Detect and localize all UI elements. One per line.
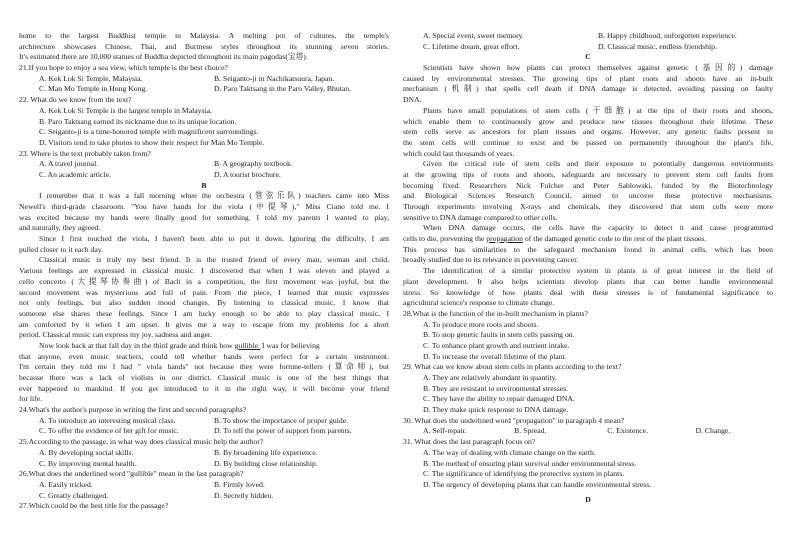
passage-c-line: Scientists have shown how plants can protect themselves against genetic (基因的) damage <box>423 63 773 73</box>
passage-c-line: becoming fixed. Researchers Nick Fulcher and Peter Sablowski, funded by the Biotechnology <box>403 180 773 190</box>
question-21-stem: 21.If you hope to enjoy a sea view, which temple is the best choice? <box>19 63 228 73</box>
question-26-stem: 26.What does the underlined word "gullible" mean in the last paragraph? <box>19 469 244 479</box>
passage-c-line: which enable them to continuously grow and produce new tissues throughout their lifetime. These <box>403 116 773 126</box>
question-31-option-b[interactable]: B. The method of ensuring plant survival under environmental stress. <box>423 458 637 468</box>
gullible-underlined-word: gullible. <box>234 340 260 350</box>
passage-b-gullible-line <box>19 341 389 352</box>
question-23-options-row <box>19 170 389 181</box>
question-26-options-row <box>19 491 389 502</box>
question-23-option-c[interactable]: C. An academic article. <box>39 169 111 179</box>
passage-c-line: When DNA damage occurs, the cells have the capacity to detect it and cause programmed <box>423 223 773 233</box>
passage-c-line: the stem cells will continue to exist and be passed on permanently throughout the plant's life, <box>403 137 773 147</box>
question-24-option-a[interactable]: A. To introduce an interesting musical class. <box>39 415 176 425</box>
question-26-option-d[interactable]: D. Secretly hidden. <box>214 490 274 500</box>
question-29-option-b[interactable]: B. They are resistant to environmental stresses. <box>423 383 569 393</box>
passage-b-line: Various feelings are expressed in classical music. I discovered that when I was eleven and played a <box>19 266 389 276</box>
passage-c-line: and Biological Sciences Research Council, aimed to uncover these protective mechanisms. <box>403 191 773 201</box>
passage-b-line: someone else shares these feelings. Since I am lucky enough to be able to play classical music, I <box>19 308 389 318</box>
question-30-option-d[interactable]: D. Change. <box>695 426 731 436</box>
question-27-option-a[interactable]: A. Special event, sweet memory. <box>423 31 524 40</box>
question-22-stem: 22. What do we know from the text? <box>19 95 132 105</box>
question-30-option-c[interactable]: C. Existence. <box>607 426 648 436</box>
question-23-options-row <box>19 159 389 170</box>
passage-c-line: Plants have small populations of stem cells (干细胞) at the tips of their roots and shoots, <box>423 105 773 115</box>
question-31-stem: 31. What does the last paragraph focus on? <box>403 437 536 447</box>
section-d-heading: D <box>585 494 591 504</box>
question-23-option-d[interactable]: D. A tourist brochure. <box>214 169 281 179</box>
question-27-option-b[interactable]: B. Happy childhood, unforgotten experience. <box>598 31 737 40</box>
passage-b-line: that anyone, even music teachers, could tell whether hands were perfect for a certain instrument. <box>19 351 389 361</box>
question-27-option-c[interactable]: C. Lifetime dream, great effort. <box>423 41 520 51</box>
intro-line: home to the largest Buddhist temple in Malaysia. A melting pot of cultures, the temple's <box>19 31 389 40</box>
passage-c-line: stress. So knowledge of how plants deal with these stresses is of fundamental significance to <box>403 287 773 297</box>
intro-line: It's estimated there are 10,000 statues of Buddha depicted throughout its main pagodas(宝塔). <box>19 52 308 62</box>
passage-b-line: for life. <box>19 394 43 404</box>
intro-line: architecture showcases Chinese, Thai, and Burmese styles throughout its stunning seven stories. <box>19 41 389 51</box>
question-28-stem: 28.What is the function of the in-built mechanism in plants? <box>403 308 588 318</box>
passage-c-line: plant development. It also helps scientists develop plants that can better handle environmental <box>403 276 773 286</box>
question-25-option-d[interactable]: D. By building close relationship. <box>214 458 318 468</box>
passage-b-line: because there was a lack of violists in our district. Classical music is one of the best things that <box>19 373 389 382</box>
question-29-stem: 29. What can we know about stem cells in plants according to the text? <box>403 362 622 372</box>
passage-c-line: stem cells serve as ancestors for plant tissues and organs. However, any genetic faults present in <box>403 127 773 137</box>
question-24-options-row <box>19 416 389 427</box>
question-24-option-d[interactable]: D. To tell the power of support from parents. <box>214 426 352 436</box>
passage-c-line: caused by environmental stresses. The growing tips of plant roots and shoots have an in-built <box>403 73 773 83</box>
passage-c-line: Through experiments involving X-rays and chemicals, they discovered that stem cells were more <box>403 202 773 211</box>
passage-b-line: and naturally, they agreed. <box>19 223 101 233</box>
question-26-option-a[interactable]: A. Easily tricked. <box>39 479 93 489</box>
question-27-options-row <box>403 31 773 42</box>
right-column <box>403 31 773 505</box>
passage-b-line: period. Classical music can express my joy, sadness and anger. <box>19 330 212 340</box>
passage-c-propagation-line <box>403 234 773 245</box>
question-29-option-c[interactable]: C. They have the ability to repair damaged DNA. <box>423 394 575 404</box>
passage-b-line: not only feelings, but also sudden mood changes. By listening to classical music, I know that <box>19 298 389 308</box>
passage-b-line: ever happened to mankind. If you get introduced to it in the right way, it will become your friend <box>19 383 389 393</box>
question-28-option-a[interactable]: A. To produce more roots and shoots. <box>423 319 539 329</box>
question-27-options-row <box>403 42 773 53</box>
passage-b-line: pulled closer to it each day. <box>19 244 104 254</box>
passage-b-line: cello concerto (大提琴协奏曲) of Bach in a competition, the first movement was joyful, but the <box>19 276 389 286</box>
question-31-option-c[interactable]: C. The significance of identifying the protective system in plants. <box>423 469 625 479</box>
gullible-line-pre: Now look back at that fall day in the third grade and think how <box>39 340 235 350</box>
section-b-heading: B <box>201 180 207 190</box>
question-29-option-a[interactable]: A. They are relatively abundant in quantity. <box>423 373 557 382</box>
passage-c-line: which could last thousands of years. <box>403 148 515 158</box>
passage-b-line: Since I first touched the viola, I haven't been able to put it down. Ignoring the difficulty, I am <box>39 234 389 244</box>
question-23-stem: 23. Where is the text probably taken from? <box>19 148 151 158</box>
question-24-options-row <box>19 426 389 437</box>
question-22-option-d[interactable]: D. Visitors tend to take photos to show their respect for Man Mo Temple. <box>39 137 265 147</box>
passage-b-line: was excited because my hands were finally good for something. I told my parents I wanted to play, <box>19 212 389 222</box>
passage-c-line: DNA. <box>403 95 422 105</box>
passage-c-line: mechanism (机制) that spells cell death if DNA damage is detected, avoiding passing on faulty <box>403 84 773 94</box>
passage-c-line: agricultural science's response to climate change. <box>403 298 555 308</box>
question-22-option-c[interactable]: C. Seiganto-ji is a time-honored temple with magnificent surroundings. <box>39 127 259 137</box>
question-25-option-c[interactable]: C. By improving mental health. <box>39 458 137 468</box>
question-23-option-a[interactable]: A. A travel journal. <box>39 159 99 169</box>
question-23-option-b[interactable]: B. A geography textbook. <box>214 159 293 169</box>
question-24-option-c[interactable]: C. To offer the evidence of her gift for music. <box>39 426 179 436</box>
question-25-option-a[interactable]: A. By developing social skills. <box>39 447 134 457</box>
question-21-options-row <box>19 74 389 85</box>
question-24-option-b[interactable]: B. To show the importance of proper guide. <box>214 415 349 425</box>
question-26-option-b[interactable]: B. Firmly loved. <box>214 479 265 489</box>
question-27-stem: 27.Which could be the best title for the passage? <box>19 501 169 511</box>
left-column <box>19 31 389 512</box>
passage-c-line: at the growing tips of roots and shoots, safeguards are necessary to prevent stem cell faults from <box>403 169 773 179</box>
question-28-option-d[interactable]: D. To increase the overall lifetime of the plant. <box>423 351 567 361</box>
question-30-option-b[interactable]: B. Spread. <box>514 426 547 436</box>
question-21-options-row <box>19 84 389 95</box>
propagation-line-post: of the damaged genetic code to the rest of the plant tissues. <box>522 234 707 244</box>
question-25-option-b[interactable]: B. By broadening life experience. <box>214 447 318 457</box>
passage-b-line: am comforted by it when I am upset. It gives me a way to escape from my problems for a short <box>19 319 389 329</box>
passage-c-line: broadly studied due to its relevance in preventing cancer. <box>403 255 579 265</box>
propagation-line-pre: cells to die, preventing the <box>403 234 487 244</box>
question-21-option-d[interactable]: D. Paro Taktsang in the Paro Valley, Bhutan. <box>214 84 352 94</box>
passage-c-line: sensitive to DNA damage compared to other cells. <box>403 212 558 222</box>
section-c-heading: C <box>585 52 591 62</box>
question-30-option-a[interactable]: A. Self-repair. <box>423 426 467 436</box>
passage-b-line: I'm certain they told me I had " viola hands" not because they were fortune-tellers (算命师), but <box>19 362 389 372</box>
passage-b-line: Classical music is truly my best friend. It is the trusted friend of every man, woman and child. <box>39 255 389 265</box>
question-25-options-row <box>19 459 389 470</box>
question-27-option-d[interactable]: D. Classical music, endless friendship. <box>598 41 717 51</box>
passage-b-line: I remember that it was a fall morning when the orchestra (管弦乐队) teachers came into Miss <box>39 191 389 201</box>
gullible-line-post: I was for believing <box>259 340 320 350</box>
question-31-option-d[interactable]: D. The urgency of developing plants that can handle environmental stress. <box>423 479 652 489</box>
question-21-option-a[interactable]: A. Kek Lok Si Temple, Malaysia. <box>39 73 143 83</box>
question-31-option-a[interactable]: A. The way of dealing with climate change on the earth. <box>423 447 596 457</box>
question-24-stem: 24.What's the author's purpose in writing the first and second paragraphs? <box>19 405 247 415</box>
question-26-options-row <box>19 480 389 491</box>
question-30-options-row <box>403 426 773 437</box>
question-29-option-d[interactable]: D. They make quick response to DNA damage. <box>423 405 569 415</box>
passage-c-line: The identification of a similar protective system in plants is of great interest in the field of <box>423 266 773 276</box>
question-21-option-c[interactable]: C. Man Mo Temple in Hong Kong. <box>39 84 148 94</box>
question-25-stem: 25.According to the passage, in what way does classical music help the author? <box>19 437 264 447</box>
passage-c-line: Given the critical role of stem cells and their exposure to potentially dangerous environments <box>423 159 773 169</box>
question-28-option-c[interactable]: C. To enhance plant growth and nutrient intake. <box>423 340 570 350</box>
passage-c-line: This process has similarities to the safeguard mechanism found in animal cells, which has been <box>403 244 773 254</box>
question-28-option-b[interactable]: B. To stop genetic faults in stem cells passing on. <box>423 330 575 340</box>
question-22-option-a[interactable]: A. Kek Lok Si Temple is the largest temple in Malaysia. <box>39 105 212 115</box>
question-21-option-b[interactable]: B. Seiganto-ji in Nachikatsuura, Japan. <box>214 73 335 83</box>
question-30-stem: 30. What does the underlined word "propagation" in paragraph 4 mean? <box>403 415 625 425</box>
propagation-underlined-word: propagation <box>486 234 523 244</box>
question-25-options-row <box>19 448 389 459</box>
passage-b-line: Newell's third-grade classroom. "You have hands for the viola (中提琴)," Miss Ciano told me. I <box>19 202 389 211</box>
question-22-option-b[interactable]: B. Paro Taktsang earned its nickname due to its unique location. <box>39 116 237 126</box>
passage-b-line: second movement was mysterious and full of pain. From the piece, I learned that music expresses <box>19 287 389 297</box>
question-26-option-c[interactable]: C. Greatly challenged. <box>39 490 109 500</box>
